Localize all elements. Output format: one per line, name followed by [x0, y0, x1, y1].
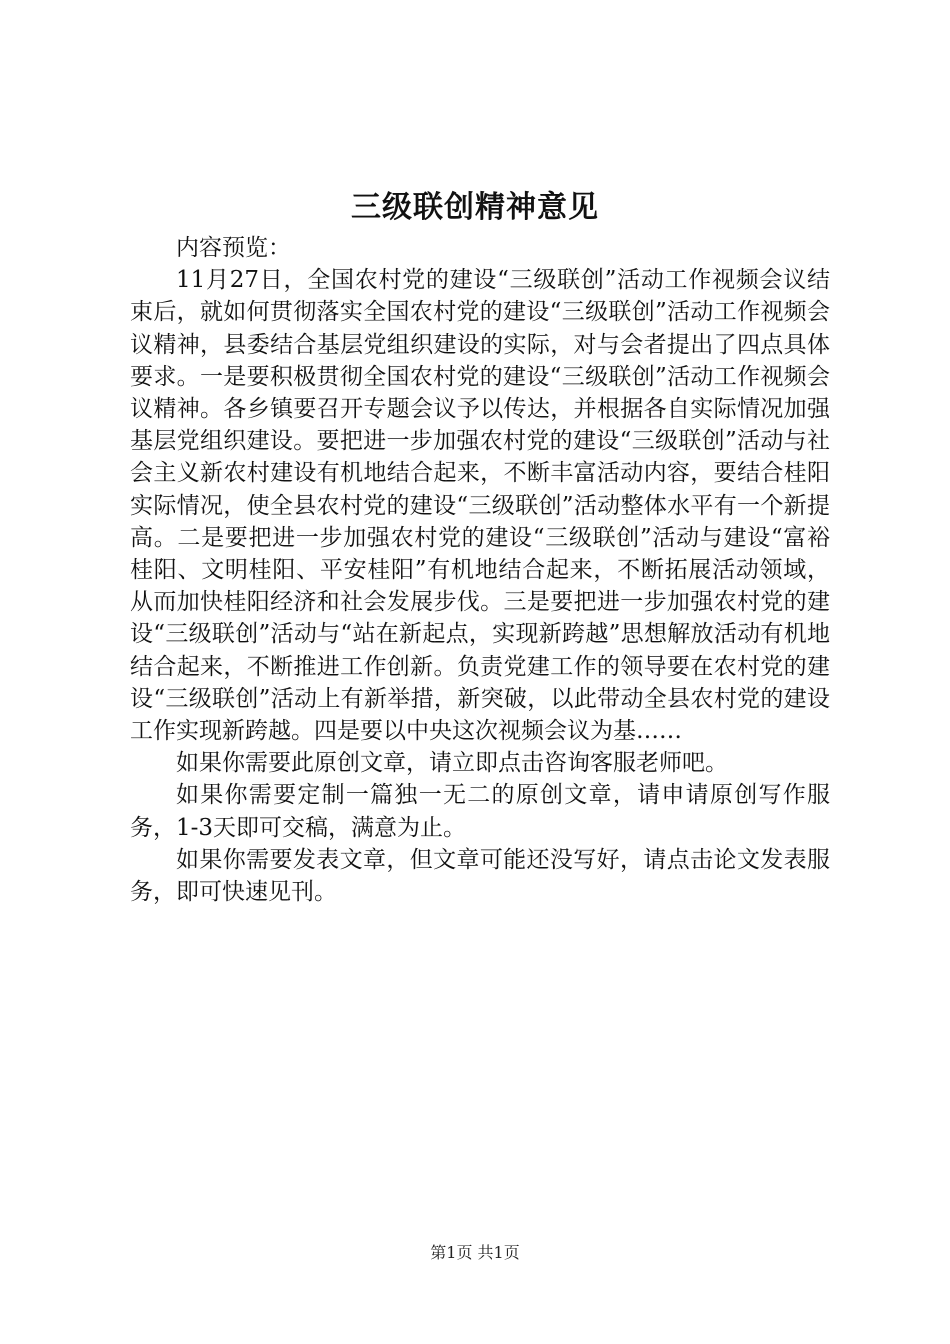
paragraph-custom-writing: 如果你需要定制一篇独一无二的原创文章，请申请原创写作服务，1-3天即可交稿，满意为止。 — [130, 782, 830, 841]
preview-label: 内容预览： — [176, 235, 291, 261]
paragraph-publish: 如果你需要发表文章，但文章可能还没写好，请点击论文发表服务，即可快速见刊。 — [130, 846, 830, 906]
document-title: 三级联创精神意见 — [351, 190, 599, 225]
document-body — [130, 232, 830, 908]
paragraph-summary: 11月27日，全国农村党的建设“三级联创”活动工作视频会议结束后，就如何贯彻落实全国农村党的建设“三级联创”活动工作视频会议精神，县委结合基层党组织建设的实际，对与会者提出了四点具体要求。一是要积极贯彻全国农村党的建设“三级联创”活动工作视频会议精神。各乡镇要召开专题会议予以传达，并根据各自实际情况加强基层党组织建设。要把进一步加强农村党的建设“三级联创”活动与社会主义新农村建设有机地结合起来，不断丰富活动内容，要结合桂阳实际情况，使全县农村党的建设“三级联创”活动整体水平有一个新提高。二是要把进一步加强农村党的建设“三级联创”活动与建设“富裕桂阳、文明桂阳、平安桂阳”有机地结合起来，不断拓展活动领域，从而加快桂阳经济和社会发展步伐。三是要把进一步加强农村党的建设“三级联创”活动与“站在新起点，实现新跨越”思想解放活动有机地结合起来，不断推进工作创新。负责党建工作的领导要在农村党的建设“三级联创”活动上有新举措，新突破，以此带动全县农村党的建设工作实现新跨越。四是要以中央这次视频会议为基…… — [130, 267, 830, 745]
page-footer: 第1页 共1页 — [430, 1243, 520, 1262]
paragraph-consult: 如果你需要此原创文章，请立即点击咨询客服老师吧。 — [176, 750, 728, 777]
